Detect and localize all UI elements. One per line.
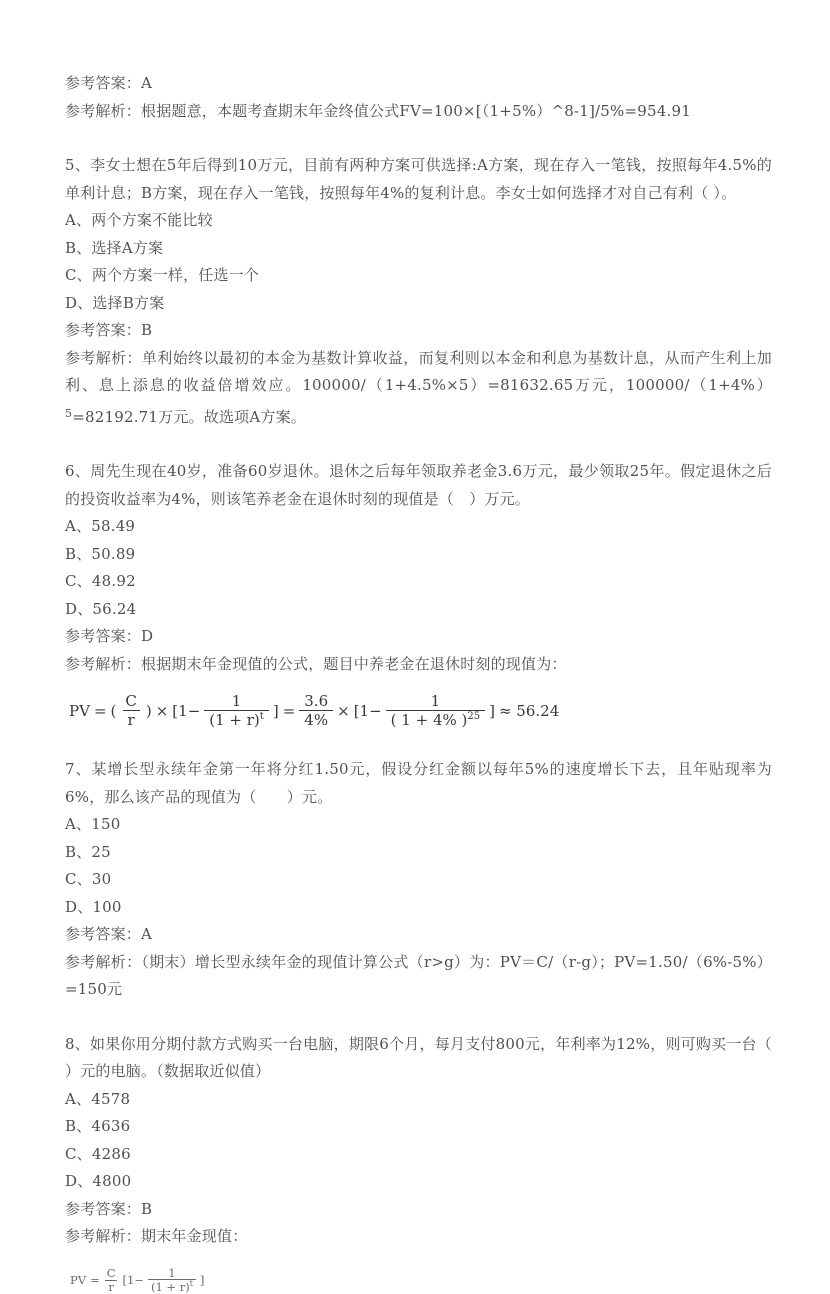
option-c: C、30	[65, 870, 112, 888]
fraction-numerator: 1	[168, 1265, 176, 1280]
exponent-25: 25	[467, 711, 481, 722]
fraction-numerator: C	[125, 692, 137, 710]
question7-block	[65, 756, 772, 1004]
fraction-denominator: ( 1 + 4% )$^{25}$	[386, 710, 485, 729]
fraction-numerator: C	[106, 1265, 116, 1280]
question5-block	[65, 152, 772, 431]
option-d: D、56.24	[65, 599, 137, 618]
option-c: C、两个方案一样，任选一个	[65, 266, 260, 284]
fraction-denominator: $(1 + r)^t$	[148, 1279, 196, 1293]
formula-result: ≈ 56.24	[498, 701, 560, 720]
formula-token: PV	[69, 701, 90, 720]
fraction-discount-numeric	[386, 692, 485, 729]
analysis-text-post: =82192.71万元。故选项A方案。	[72, 407, 306, 426]
formula-token: [1−	[172, 701, 201, 720]
option-b: B、4636	[65, 1117, 131, 1135]
question4-answer-block	[65, 70, 772, 125]
option-d: D、100	[65, 897, 122, 916]
question8-block	[65, 1031, 772, 1294]
reference-answer-line: 参考答案：A	[65, 925, 153, 943]
formula-token: =	[282, 701, 296, 720]
fraction-discount	[148, 1267, 196, 1294]
fraction-numerator: 1	[231, 692, 242, 710]
fraction-denominator: $(1 + r)^t$	[204, 710, 269, 729]
fraction-c-over-r	[120, 692, 141, 729]
fraction-denominator: r	[105, 1280, 117, 1294]
multiply-sign: ×	[155, 701, 169, 720]
option-c: C、48.92	[65, 572, 136, 590]
fraction-3-6-over-4pct	[299, 692, 333, 729]
option-a: A、两个方案不能比较	[65, 211, 213, 229]
question-text: 5、李女士想在5年后得到10万元，目前有两种方案可供选择:A方案，现在存入一笔钱，按照每年4.5%的单利计息；B方案，现在存入一笔钱，按照每年4%的复利计息。李女士如何选择才对自己有利（ ）。	[65, 156, 772, 202]
question6-block	[65, 458, 772, 729]
annuity-present-value-formula	[67, 692, 772, 729]
fraction-numerator: 3.6	[304, 692, 329, 710]
fraction-denominator: r	[123, 710, 140, 729]
analysis-text-pre: 参考解析：单利始终以最初的本金为基数计算收益，而复利则以本金和利息为基数计息，从而产生利上加利、息上添息的收益倍增效应。100000/（1+4.5%×5）=81632.65万元，100000/（1+4%）	[65, 348, 772, 394]
formula-token: [1−	[353, 701, 382, 720]
formula-token: ]	[489, 701, 495, 720]
fraction-c-over-r	[104, 1267, 119, 1293]
formula-token: ]	[272, 701, 279, 720]
option-b: B、选择A方案	[65, 238, 164, 257]
reference-answer-line: 参考答案：A	[65, 74, 153, 92]
exponent-t: t	[259, 711, 264, 722]
fraction-denominator: 4%	[299, 710, 333, 729]
option-d: D、选择B方案	[65, 293, 165, 312]
option-b: B、25	[65, 842, 111, 861]
option-a: A、58.49	[65, 517, 136, 535]
exponent-t: t	[189, 1279, 193, 1289]
question-text: 6、周先生现在40岁，准备60岁退休。退休之后每年领取养老金3.6万元，最少领取25年。假定退休之后的投资收益率为4%，则该笔养老金在退休时刻的现值是（ ）万元。	[65, 462, 772, 508]
exponent-superscript: 5	[65, 406, 73, 420]
formula-token: [1−	[122, 1273, 144, 1288]
reference-analysis-line: 参考解析：根据期末年金现值的公式，题目中养老金在退休时刻的现值为：	[65, 654, 567, 673]
option-a: A、150	[65, 815, 121, 833]
formula-token: =	[93, 701, 107, 720]
option-b: B、50.89	[65, 544, 136, 563]
reference-analysis-line: 参考解析：根据题意，本题考查期末年金终值公式FV=100×[（1+5%）^8-1]/5%=954.91	[65, 101, 691, 120]
reference-answer-line: 参考答案：B	[65, 1199, 153, 1218]
reference-analysis-line: 参考解析：（期末）增长型永续年金的现值计算公式（r>g）为：PV＝C/（r-g）；PV=1.50/（6%-5%）=150元	[65, 952, 772, 998]
reference-analysis-line	[65, 345, 772, 432]
reference-analysis-line: 参考解析：期末年金现值：	[65, 1227, 248, 1245]
reference-answer-line: 参考答案：D	[65, 627, 154, 645]
formula-token: (	[110, 701, 117, 720]
formula-token: PV	[70, 1273, 87, 1288]
option-d: D、4800	[65, 1172, 132, 1190]
question-text: 8、如果你用分期付款方式购买一台电脑，期限6个月，每月支付800元，年利率为12%，则可购买一台（ ）元的电脑。（数据取近似值）	[65, 1034, 772, 1080]
option-c: C、4286	[65, 1144, 131, 1163]
question-text: 7、某增长型永续年金第一年将分红1.50元，假设分红金额以每年5%的速度增长下去，且年贴现率为6%，那么该产品的现值为（ ）元。	[65, 760, 772, 806]
formula-token: )	[145, 701, 152, 720]
fraction-numerator: 1	[430, 692, 441, 710]
formula-token: =	[90, 1273, 100, 1288]
fraction-discount	[204, 692, 269, 729]
reference-answer-line: 参考答案：B	[65, 321, 153, 339]
option-a: A、4578	[65, 1089, 131, 1108]
formula-token: ]	[199, 1273, 205, 1288]
multiply-sign: ×	[337, 701, 350, 720]
annuity-present-value-formula-small	[68, 1267, 772, 1294]
